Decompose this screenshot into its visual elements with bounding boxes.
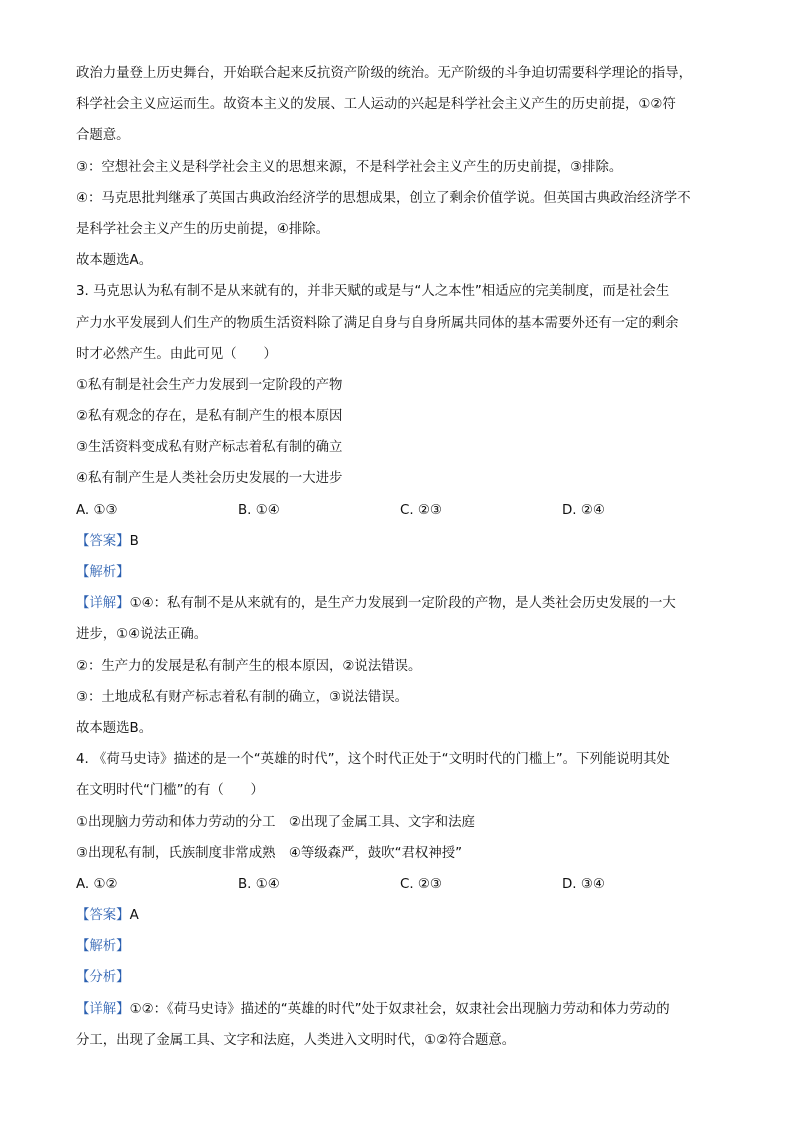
- question-3-item: ①私有制是社会生产力发展到一定阶段的产物: [76, 377, 343, 393]
- text-line: 故本题选A。: [76, 253, 153, 269]
- answer-value: A: [129, 908, 139, 924]
- detail-text: ②：生产力的发展是私有制产生的根本原因，②说法错误。: [76, 658, 422, 674]
- detail-text: 分工，出现了金属工具、文字和法庭，人类进入文明时代，①②符合题意。: [76, 1032, 516, 1048]
- option-b: B. ①④: [238, 502, 280, 518]
- option-c: C. ②③: [400, 502, 442, 518]
- detail-line: [76, 588, 726, 619]
- question-4-stem: 4. 《荷马史诗》描述的是一个“英雄的时代”，这个时代正处于“文明时代的门槛上”。下列能说明其处: [76, 752, 670, 768]
- detail-tag: 【详解】: [76, 596, 130, 612]
- text-line: 合题意。: [76, 128, 130, 144]
- analysis-tag: 【解析】: [76, 565, 130, 580]
- answer-line: [76, 900, 726, 931]
- detail-text: 进步，①④说法正确。: [76, 627, 208, 643]
- detail-tag: 【详解】: [76, 1001, 130, 1017]
- text-line: ④：马克思批判继承了英国古典政治经济学的思想成果，创立了剩余价值学说。但英国古典政治经济学不: [76, 190, 691, 206]
- text-line: 科学社会主义应运而生。故资本主义的发展、工人运动的兴起是科学社会主义产生的历史前提，①②符: [76, 97, 676, 113]
- document-page: [76, 58, 726, 1056]
- detail-text: ①④：私有制不是从来就有的，是生产力发展到一定阶段的产物，是人类社会历史发展的一大: [129, 596, 676, 612]
- detail-line: [76, 994, 726, 1025]
- option-c: C. ②③: [400, 876, 442, 892]
- analysis-line: [76, 931, 726, 962]
- text-line: ③：空想社会主义是科学社会主义的思想来源，不是科学社会主义产生的历史前提，③排除。: [76, 159, 623, 175]
- question-4-item: ③出现私有制，氏族制度非常成熟 ④等级森严，鼓吹“君权神授”: [76, 845, 463, 861]
- question-3-stem: 3. 马克思认为私有制不是从来就有的，并非天赋的或是与“人之本性”相适应的完美制度，而是社会生: [76, 284, 670, 300]
- question-3-item: ③生活资料变成私有财产标志着私有制的确立: [76, 440, 343, 456]
- detail-text: ③：土地成私有财产标志着私有制的确立，③说法错误。: [76, 689, 408, 705]
- detail-text: 故本题选B。: [76, 720, 153, 736]
- question-3-item: ④私有制产生是人类社会历史发展的一大进步: [76, 471, 343, 487]
- option-d: D. ③④: [562, 876, 605, 892]
- question-4-stem: 在文明时代“门槛”的有（ ）: [76, 783, 264, 799]
- detail-text: ①②：《荷马史诗》描述的“英雄的时代”处于奴隶社会，奴隶社会出现脑力劳动和体力劳动的: [129, 1001, 670, 1017]
- text-line: 政治力量登上历史舞台，开始联合起来反抗资产阶级的统治。无产阶级的斗争迫切需要科学理论的指导，: [76, 66, 692, 81]
- analysis-tag: 【解析】: [76, 939, 130, 955]
- option-b: B. ①④: [238, 876, 280, 892]
- answer-tag: 【答案】: [76, 533, 130, 549]
- option-d: D. ②④: [562, 502, 605, 518]
- question-3-item: ②私有观念的存在，是私有制产生的根本原因: [76, 409, 343, 425]
- option-a: A. ①②: [76, 876, 118, 892]
- question-4-options: [76, 869, 726, 900]
- text-line: 是科学社会主义产生的历史前提，④排除。: [76, 221, 330, 237]
- answer-line: [76, 526, 726, 557]
- option-a: A. ①③: [76, 502, 118, 518]
- fenxi-line: [76, 962, 726, 993]
- question-3-stem: 时才必然产生。由此可见（ ）: [76, 346, 277, 362]
- question-3-stem: 产力水平发展到人们生产的物质生活资料除了满足自身与自身所属共同体的基本需要外还有一定的剩余: [76, 315, 679, 331]
- fenxi-tag: 【分析】: [76, 970, 130, 986]
- question-3-options: [76, 495, 726, 526]
- answer-tag: 【答案】: [76, 908, 130, 924]
- question-4-item: ①出现脑力劳动和体力劳动的分工 ②出现了金属工具、文字和法庭: [76, 814, 475, 830]
- analysis-line: [76, 557, 726, 588]
- answer-value: B: [129, 533, 139, 549]
